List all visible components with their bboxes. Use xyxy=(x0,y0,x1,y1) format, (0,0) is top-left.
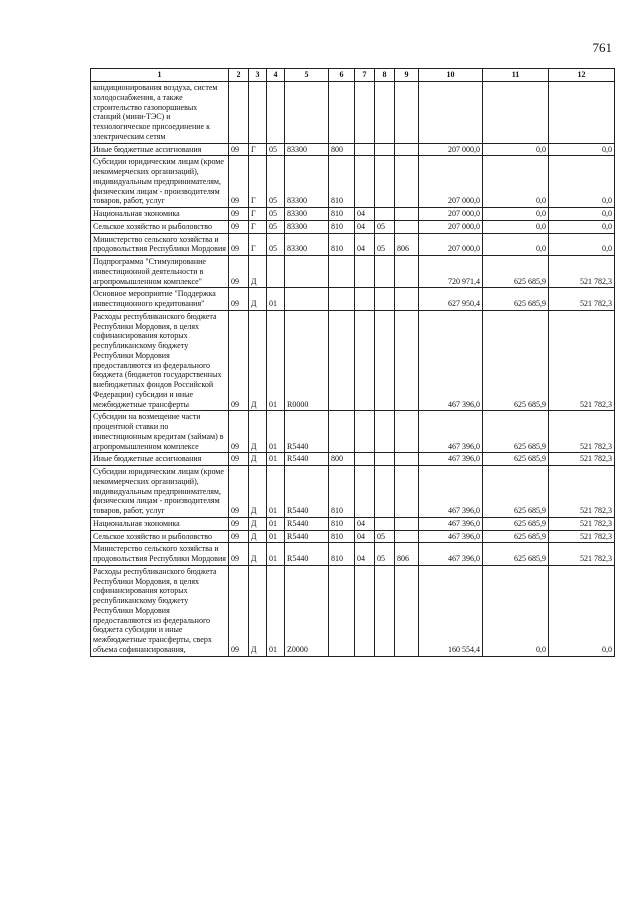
row-value-cell xyxy=(355,288,375,311)
row-value-cell xyxy=(375,517,395,530)
row-value-cell xyxy=(549,82,615,144)
row-value-cell: 625 685,9 xyxy=(483,517,549,530)
row-value-cell: 01 xyxy=(267,288,285,311)
row-value-cell xyxy=(329,256,355,288)
row-value-cell xyxy=(329,288,355,311)
row-value-cell: 521 782,3 xyxy=(549,517,615,530)
row-value-cell: 05 xyxy=(375,233,395,256)
table-row xyxy=(91,543,615,566)
row-value-cell: R0000 xyxy=(285,310,329,411)
table-row xyxy=(91,530,615,543)
row-value-cell: 01 xyxy=(267,310,285,411)
row-value-cell: 521 782,3 xyxy=(549,288,615,311)
row-value-cell: 810 xyxy=(329,220,355,233)
row-value-cell: R5440 xyxy=(285,530,329,543)
row-value-cell xyxy=(285,82,329,144)
row-value-cell: 09 xyxy=(229,256,249,288)
column-header: 10 xyxy=(419,69,483,82)
column-header: 9 xyxy=(395,69,419,82)
row-value-cell: Д xyxy=(249,256,267,288)
row-value-cell: Д xyxy=(249,565,267,656)
row-value-cell xyxy=(229,82,249,144)
row-value-cell: 625 685,9 xyxy=(483,310,549,411)
row-value-cell: 09 xyxy=(229,156,249,208)
row-value-cell xyxy=(375,288,395,311)
row-value-cell: 467 396,0 xyxy=(419,517,483,530)
row-value-cell xyxy=(375,82,395,144)
row-value-cell: 0,0 xyxy=(549,565,615,656)
row-value-cell: 01 xyxy=(267,466,285,518)
row-value-cell: 160 554,4 xyxy=(419,565,483,656)
row-value-cell: 467 396,0 xyxy=(419,453,483,466)
column-header: 6 xyxy=(329,69,355,82)
row-value-cell: 09 xyxy=(229,208,249,221)
row-name-cell: Расходы республиканского бюджета Республики Мордовия, в целях софинансирования которых республиканскому бюджету Республики Мордовия предоставляются из федерального бюджета (бюджетов государственных внебюджетных фондов Российской Федерации) субсидии и иные межбюджетные трансферты xyxy=(91,310,229,411)
table-row xyxy=(91,517,615,530)
column-header: 4 xyxy=(267,69,285,82)
row-value-cell: 625 685,9 xyxy=(483,288,549,311)
row-value-cell xyxy=(375,453,395,466)
row-value-cell: 521 782,3 xyxy=(549,466,615,518)
column-header: 5 xyxy=(285,69,329,82)
row-value-cell: 806 xyxy=(395,233,419,256)
row-value-cell xyxy=(395,411,419,453)
row-value-cell xyxy=(329,310,355,411)
row-value-cell: 83300 xyxy=(285,208,329,221)
table-row xyxy=(91,288,615,311)
column-header: 1 xyxy=(91,69,229,82)
row-value-cell: 01 xyxy=(267,565,285,656)
row-value-cell: 207 000,0 xyxy=(419,233,483,256)
row-value-cell: 810 xyxy=(329,543,355,566)
row-value-cell: R5440 xyxy=(285,411,329,453)
row-value-cell: 810 xyxy=(329,208,355,221)
row-value-cell: 625 685,9 xyxy=(483,543,549,566)
table-row xyxy=(91,310,615,411)
row-value-cell: 800 xyxy=(329,143,355,156)
row-value-cell: 207 000,0 xyxy=(419,143,483,156)
row-value-cell: 0,0 xyxy=(549,220,615,233)
row-value-cell: R5440 xyxy=(285,543,329,566)
row-value-cell: 05 xyxy=(267,143,285,156)
row-value-cell xyxy=(375,565,395,656)
row-value-cell: 04 xyxy=(355,530,375,543)
row-value-cell: 05 xyxy=(267,220,285,233)
row-name-cell: Субсидии на возмещение части процентной ставки по инвестиционным кредитам (займам) в агропромышленном комплексе xyxy=(91,411,229,453)
row-value-cell xyxy=(355,310,375,411)
row-value-cell: Д xyxy=(249,453,267,466)
row-value-cell: Д xyxy=(249,543,267,566)
row-value-cell: Г xyxy=(249,156,267,208)
row-value-cell: Д xyxy=(249,466,267,518)
row-value-cell: 207 000,0 xyxy=(419,220,483,233)
row-value-cell: 01 xyxy=(267,453,285,466)
row-value-cell: 810 xyxy=(329,466,355,518)
row-name-cell: Национальная экономика xyxy=(91,208,229,221)
row-value-cell xyxy=(355,143,375,156)
row-value-cell: 0,0 xyxy=(483,233,549,256)
row-value-cell: 01 xyxy=(267,411,285,453)
row-value-cell xyxy=(395,143,419,156)
row-value-cell xyxy=(395,517,419,530)
column-header: 11 xyxy=(483,69,549,82)
row-value-cell xyxy=(355,256,375,288)
page-number: 761 xyxy=(592,40,612,55)
row-value-cell xyxy=(355,156,375,208)
row-value-cell: 04 xyxy=(355,220,375,233)
row-name-cell: Министерство сельского хозяйства и продовольствия Республики Мордовия xyxy=(91,543,229,566)
row-value-cell: 521 782,3 xyxy=(549,256,615,288)
row-value-cell: 625 685,9 xyxy=(483,466,549,518)
row-value-cell: 625 685,9 xyxy=(483,453,549,466)
row-value-cell: 01 xyxy=(267,517,285,530)
row-value-cell: 467 396,0 xyxy=(419,530,483,543)
row-value-cell: Д xyxy=(249,530,267,543)
row-value-cell xyxy=(249,82,267,144)
row-name-cell: Сельское хозяйство и рыболовство xyxy=(91,530,229,543)
row-value-cell xyxy=(285,256,329,288)
row-value-cell: 05 xyxy=(375,530,395,543)
row-value-cell: Д xyxy=(249,517,267,530)
row-value-cell: 207 000,0 xyxy=(419,156,483,208)
row-value-cell xyxy=(329,411,355,453)
row-name-cell: кондиционирования воздуха, систем холодоснабжения, а также строительство газопоршневых станций (мини-ТЭС) и технологическое присоединение к электрическим сетям xyxy=(91,82,229,144)
table-row xyxy=(91,156,615,208)
row-value-cell: 800 xyxy=(329,453,355,466)
row-name-cell: Иные бюджетные ассигнования xyxy=(91,143,229,156)
row-value-cell xyxy=(355,411,375,453)
row-value-cell: 05 xyxy=(375,220,395,233)
row-value-cell: 09 xyxy=(229,233,249,256)
row-value-cell: 720 971,4 xyxy=(419,256,483,288)
row-value-cell: 83300 xyxy=(285,233,329,256)
column-header: 3 xyxy=(249,69,267,82)
row-value-cell xyxy=(355,453,375,466)
row-value-cell xyxy=(395,453,419,466)
row-value-cell: 467 396,0 xyxy=(419,411,483,453)
column-header: 7 xyxy=(355,69,375,82)
row-value-cell: Г xyxy=(249,220,267,233)
row-value-cell: Г xyxy=(249,208,267,221)
row-value-cell: 0,0 xyxy=(549,156,615,208)
row-value-cell xyxy=(329,565,355,656)
row-value-cell: 09 xyxy=(229,517,249,530)
table-row xyxy=(91,82,615,144)
row-value-cell: 09 xyxy=(229,466,249,518)
row-value-cell: 83300 xyxy=(285,156,329,208)
column-header: 8 xyxy=(375,69,395,82)
row-value-cell: R5440 xyxy=(285,453,329,466)
row-value-cell xyxy=(395,466,419,518)
row-value-cell: 0,0 xyxy=(549,233,615,256)
row-value-cell: 04 xyxy=(355,233,375,256)
column-header: 12 xyxy=(549,69,615,82)
table-row xyxy=(91,220,615,233)
row-value-cell xyxy=(355,82,375,144)
row-value-cell xyxy=(267,256,285,288)
row-value-cell: 0,0 xyxy=(483,143,549,156)
row-value-cell: 521 782,3 xyxy=(549,530,615,543)
row-value-cell: 521 782,3 xyxy=(549,310,615,411)
column-header: 2 xyxy=(229,69,249,82)
row-value-cell: 810 xyxy=(329,517,355,530)
row-value-cell: 04 xyxy=(355,517,375,530)
table-row xyxy=(91,453,615,466)
table-row xyxy=(91,208,615,221)
table-row xyxy=(91,233,615,256)
row-value-cell: 09 xyxy=(229,453,249,466)
row-name-cell: Субсидии юридическим лицам (кроме некоммерческих организаций), индивидуальным предпринимателям, физическим лицам - производителям товаров, работ, услуг xyxy=(91,156,229,208)
row-value-cell xyxy=(395,208,419,221)
row-value-cell: 627 950,4 xyxy=(419,288,483,311)
row-value-cell: 0,0 xyxy=(483,565,549,656)
row-value-cell xyxy=(329,82,355,144)
row-value-cell: 0,0 xyxy=(483,220,549,233)
table-row xyxy=(91,466,615,518)
row-value-cell: 04 xyxy=(355,543,375,566)
row-value-cell: 810 xyxy=(329,530,355,543)
row-value-cell: 521 782,3 xyxy=(549,411,615,453)
row-value-cell: 09 xyxy=(229,288,249,311)
table-row xyxy=(91,411,615,453)
row-value-cell xyxy=(395,288,419,311)
row-value-cell: 09 xyxy=(229,220,249,233)
row-name-cell: Сельское хозяйство и рыболовство xyxy=(91,220,229,233)
row-value-cell: 0,0 xyxy=(483,208,549,221)
row-value-cell xyxy=(285,288,329,311)
row-value-cell: 05 xyxy=(267,156,285,208)
row-value-cell: 83300 xyxy=(285,143,329,156)
row-value-cell xyxy=(375,466,395,518)
row-value-cell xyxy=(395,310,419,411)
row-value-cell xyxy=(375,256,395,288)
row-value-cell: 01 xyxy=(267,530,285,543)
row-value-cell: 09 xyxy=(229,143,249,156)
row-value-cell: 521 782,3 xyxy=(549,543,615,566)
row-value-cell: 09 xyxy=(229,530,249,543)
row-name-cell: Министерство сельского хозяйства и продовольствия Республики Мордовия xyxy=(91,233,229,256)
row-value-cell: 09 xyxy=(229,411,249,453)
row-name-cell: Субсидии юридическим лицам (кроме некоммерческих организаций), индивидуальным предпринимателям, физическим лицам - производителям товаров, работ, услуг xyxy=(91,466,229,518)
row-value-cell xyxy=(375,156,395,208)
row-value-cell: Д xyxy=(249,288,267,311)
table-row xyxy=(91,256,615,288)
row-value-cell: 0,0 xyxy=(549,143,615,156)
row-value-cell: 09 xyxy=(229,543,249,566)
row-value-cell: 521 782,3 xyxy=(549,453,615,466)
table-row xyxy=(91,143,615,156)
row-value-cell xyxy=(483,82,549,144)
row-value-cell: 0,0 xyxy=(549,208,615,221)
row-value-cell: Г xyxy=(249,233,267,256)
row-value-cell: 83300 xyxy=(285,220,329,233)
row-value-cell: 806 xyxy=(395,543,419,566)
row-value-cell xyxy=(395,530,419,543)
row-value-cell: 05 xyxy=(267,233,285,256)
row-value-cell xyxy=(395,220,419,233)
row-value-cell: 810 xyxy=(329,156,355,208)
table-header-row xyxy=(91,69,615,82)
row-name-cell: Расходы республиканского бюджета Республики Мордовия, в целях софинансирования которых республиканскому бюджету Республики Мордовия предоставляются из федерального бюджета субсидии и иные межбюджетные трансферты, сверх объема софинансирования, xyxy=(91,565,229,656)
row-value-cell: 04 xyxy=(355,208,375,221)
row-value-cell: 05 xyxy=(267,208,285,221)
row-name-cell: Иные бюджетные ассигнования xyxy=(91,453,229,466)
row-value-cell: 0,0 xyxy=(483,156,549,208)
row-name-cell: Подпрограмма "Стимулирование инвестиционной деятельности в агропромышленном комплексе" xyxy=(91,256,229,288)
row-value-cell xyxy=(375,411,395,453)
row-value-cell: Г xyxy=(249,143,267,156)
row-value-cell: 09 xyxy=(229,310,249,411)
row-value-cell: 05 xyxy=(375,543,395,566)
row-value-cell xyxy=(355,565,375,656)
row-value-cell xyxy=(375,310,395,411)
row-name-cell: Основное мероприятие "Поддержка инвестиционного кредитования" xyxy=(91,288,229,311)
row-value-cell xyxy=(395,82,419,144)
row-value-cell: Z0000 xyxy=(285,565,329,656)
row-value-cell: Д xyxy=(249,310,267,411)
row-value-cell xyxy=(395,256,419,288)
table-body xyxy=(91,82,615,657)
row-value-cell xyxy=(375,143,395,156)
row-value-cell: 467 396,0 xyxy=(419,466,483,518)
budget-table xyxy=(90,68,615,657)
row-value-cell: R5440 xyxy=(285,466,329,518)
row-value-cell xyxy=(395,156,419,208)
row-value-cell: 467 396,0 xyxy=(419,543,483,566)
table-row xyxy=(91,565,615,656)
row-value-cell: 01 xyxy=(267,543,285,566)
row-value-cell xyxy=(395,565,419,656)
row-value-cell xyxy=(375,208,395,221)
row-value-cell: 625 685,9 xyxy=(483,411,549,453)
row-value-cell: 810 xyxy=(329,233,355,256)
row-value-cell: R5440 xyxy=(285,517,329,530)
row-value-cell: 625 685,9 xyxy=(483,530,549,543)
row-value-cell xyxy=(267,82,285,144)
row-name-cell: Национальная экономика xyxy=(91,517,229,530)
row-value-cell xyxy=(419,82,483,144)
row-value-cell: Д xyxy=(249,411,267,453)
row-value-cell: 625 685,9 xyxy=(483,256,549,288)
row-value-cell: 467 396,0 xyxy=(419,310,483,411)
row-value-cell: 09 xyxy=(229,565,249,656)
row-value-cell xyxy=(355,466,375,518)
row-value-cell: 207 000,0 xyxy=(419,208,483,221)
